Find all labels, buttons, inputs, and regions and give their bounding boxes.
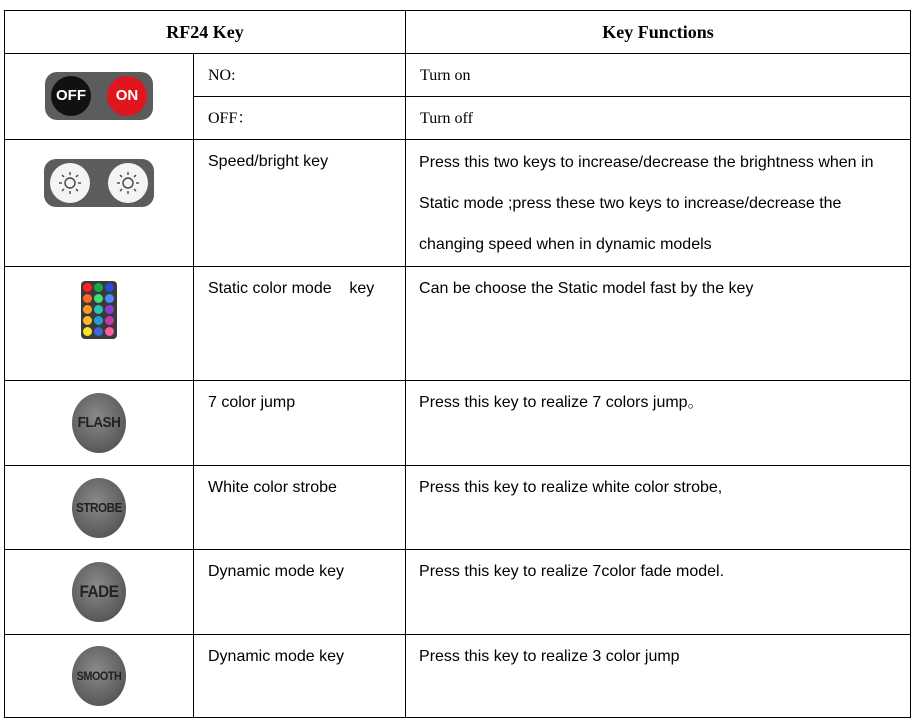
table-row bbox=[5, 54, 911, 97]
key-name-cell bbox=[194, 267, 406, 381]
fade-key-icon: FADE bbox=[72, 562, 126, 622]
key-name: 7 color jump bbox=[208, 394, 296, 411]
key-function: Turn on bbox=[420, 67, 471, 84]
key-function: Press this key to realize 7 colors jump。 bbox=[419, 394, 704, 411]
strobe-icon-cell bbox=[5, 466, 194, 550]
smooth-icon-cell bbox=[5, 635, 194, 718]
key-name-cell bbox=[194, 140, 406, 267]
key-name: Static color mode key bbox=[208, 280, 375, 297]
key-function: Press this key to realize 7color fade model. bbox=[419, 563, 725, 580]
key-name: OFF： bbox=[208, 110, 254, 127]
color-grid-icon bbox=[81, 281, 117, 339]
key-function-cell bbox=[406, 140, 911, 267]
key-name-cell bbox=[194, 381, 406, 466]
speed-bright-keys-icon bbox=[44, 159, 154, 207]
off-button-icon: OFF bbox=[51, 76, 91, 116]
bright-down-icon bbox=[108, 163, 148, 203]
table-row bbox=[5, 140, 911, 267]
speed-bright-icon-cell bbox=[5, 140, 194, 267]
table-row bbox=[5, 635, 911, 718]
key-name-cell bbox=[194, 466, 406, 550]
table-row bbox=[5, 550, 911, 635]
key-name: White color strobe bbox=[208, 479, 337, 496]
header-rf24-key: RF24 Key bbox=[5, 11, 406, 54]
on-off-icon-cell bbox=[5, 54, 194, 140]
table-row bbox=[5, 466, 911, 550]
key-name: NO: bbox=[208, 67, 236, 84]
rf24-key-table bbox=[4, 10, 911, 718]
fade-icon-cell bbox=[5, 550, 194, 635]
key-name: Dynamic mode key bbox=[208, 648, 345, 665]
key-function: Turn off bbox=[420, 110, 473, 127]
key-function-cell bbox=[406, 54, 911, 97]
key-name: Dynamic mode key bbox=[208, 563, 345, 580]
bright-up-icon bbox=[50, 163, 90, 203]
key-function: Can be choose the Static model fast by the key bbox=[419, 280, 754, 297]
key-name-cell bbox=[194, 97, 406, 140]
key-function: Press this key to realize white color strobe, bbox=[419, 479, 723, 496]
key-name-cell bbox=[194, 550, 406, 635]
strobe-key-icon: STROBE bbox=[72, 478, 126, 538]
key-name: Speed/bright key bbox=[208, 153, 329, 170]
table-row bbox=[5, 381, 911, 466]
static-color-icon-cell bbox=[5, 267, 194, 381]
key-function-cell bbox=[406, 466, 911, 550]
header-key-functions: Key Functions bbox=[406, 11, 911, 54]
flash-icon-cell bbox=[5, 381, 194, 466]
key-name-cell bbox=[194, 635, 406, 718]
table-row bbox=[5, 267, 911, 381]
key-function: Press this key to realize 3 color jump bbox=[419, 648, 680, 665]
key-name-cell bbox=[194, 54, 406, 97]
flash-key-icon: FLASH bbox=[72, 393, 126, 453]
key-function-cell bbox=[406, 635, 911, 718]
key-function-cell bbox=[406, 267, 911, 381]
table-header-row bbox=[5, 11, 911, 54]
smooth-key-icon: SMOOTH bbox=[72, 646, 126, 706]
key-function: Press this two keys to increase/decrease the brightness when in Static mode ;press these two keys to increase/decrease the changing speed when in dynamic models bbox=[419, 154, 874, 253]
key-function-cell bbox=[406, 381, 911, 466]
key-function-cell bbox=[406, 550, 911, 635]
on-off-toggle-icon bbox=[45, 72, 153, 120]
on-button-icon: ON bbox=[107, 76, 147, 116]
